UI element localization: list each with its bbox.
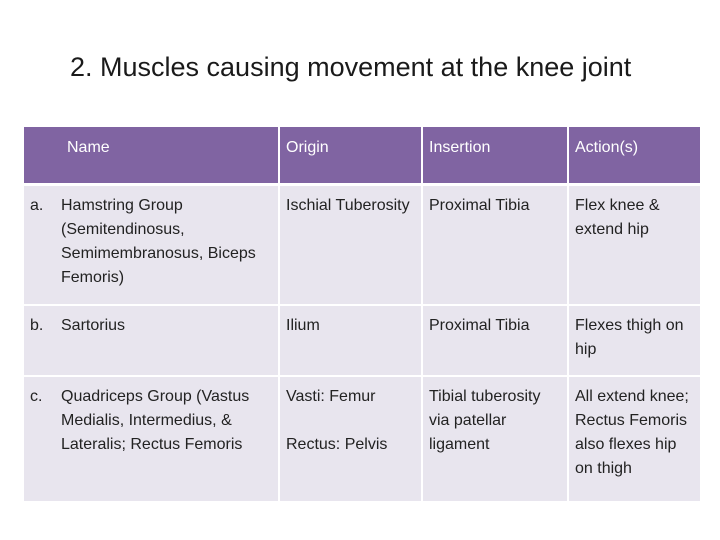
table-row	[24, 184, 700, 305]
cell-actions: All extend knee; Rectus Femoris also flexes hip on thigh	[568, 376, 700, 502]
cell-origin: Ilium	[279, 305, 422, 376]
cell-name	[24, 376, 279, 502]
cell-actions: Flex knee & extend hip	[568, 184, 700, 305]
slide-title: 2. Muscles causing movement at the knee joint	[70, 52, 632, 82]
row-letter: c.	[30, 388, 43, 405]
muscles-table	[24, 127, 700, 503]
cell-name	[24, 305, 279, 376]
cell-name	[24, 184, 279, 305]
table-header-row	[24, 127, 700, 184]
header-origin: Origin	[279, 127, 422, 184]
muscle-name: Hamstring Group (Semitendinosus, Semimembranosus, Biceps Femoris)	[61, 196, 256, 286]
muscle-name: Sartorius	[61, 317, 126, 334]
cell-actions: Flexes thigh on hip	[568, 305, 700, 376]
table-row	[24, 305, 700, 376]
origin-rectus: Rectus: Pelvis	[286, 436, 388, 453]
cell-insertion: Proximal Tibia	[422, 184, 568, 305]
table-row	[24, 376, 700, 502]
header-name	[24, 127, 279, 184]
cell-origin: Ischial Tuberosity	[279, 184, 422, 305]
cell-insertion: Proximal Tibia	[422, 305, 568, 376]
header-name-label: Name	[67, 139, 110, 156]
header-insertion: Insertion	[422, 127, 568, 184]
muscle-name: Quadriceps Group (Vastus Medialis, Intermedius, & Lateralis; Rectus Femoris	[61, 388, 250, 453]
row-letter: a.	[30, 196, 44, 214]
origin-vasti: Vasti: Femur	[286, 388, 376, 405]
row-letter: b.	[30, 317, 44, 334]
cell-origin	[279, 376, 422, 502]
header-actions: Action(s)	[568, 127, 700, 184]
cell-insertion: Tibial tuberosity via patellar ligament	[422, 376, 568, 502]
